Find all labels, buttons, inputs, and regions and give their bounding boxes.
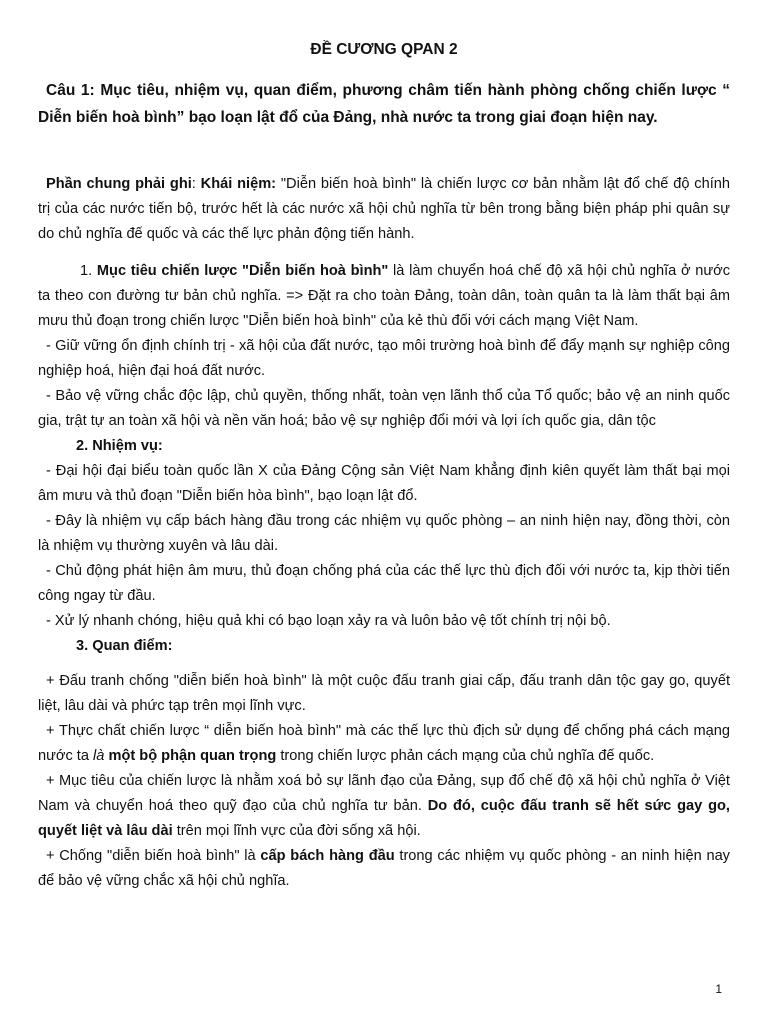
list-item: - Giữ vững ổn định chính trị - xã hội của đất nước, tạo môi trường hoà bình để đẩy mạnh sự nghiệp công nghiệp hoá, hiện đại hoá đất nước.: [38, 338, 730, 379]
list-item: + Đấu tranh chống "diễn biến hoà bình" là một cuộc đấu tranh giai cấp, đấu tranh dân tộc gay go, quyết liệt, lâu dài và phức tạp trên mọi lĩnh vực.: [38, 673, 730, 714]
list-item: + Thực chất chiến lược “ diễn biến hoà bình" mà các thế lực thù địch sử dụng để chống phá cách mạng nước ta là một bộ phận quan trọng trong chiến lược phản cách mạng của chủ nghĩa đế quốc.: [38, 723, 730, 764]
list-item: - Chủ động phát hiện âm mưu, thủ đoạn chống phá của các thế lực thù địch đối với nước ta, kịp thời tiến công ngay từ đầu.: [38, 563, 730, 604]
section-1-paragraph: 1. Mục tiêu chiến lược "Diễn biến hoà bình" là làm chuyển hoá chế độ xã hội chủ nghĩa ở nước ta theo con đường tư bản chủ nghĩa. => Đặt ra cho toàn Đảng, toàn dân, toàn quân ta là làm thất bại âm mưu thủ đoạn trong chiến lược "Diễn biến hoà bình" của kẻ thù đối với cách mạng Việt Nam.: [38, 263, 731, 329]
section-3-heading: 3. Quan điểm:: [76, 638, 173, 654]
list-item: + Chống "diễn biến hoà bình" là cấp bách hàng đầu trong các nhiệm vụ quốc phòng - an ninh hiện nay để bảo vệ vững chắc xã hội chủ nghĩa.: [38, 848, 730, 889]
question-heading: Câu 1: Mục tiêu, nhiệm vụ, quan điểm, phương châm tiến hành phòng chống chiến lược “ Diễn biến hoà bình” bạo loạn lật đổ của Đảng, nhà nước ta trong giai đoạn hiện nay.: [38, 82, 730, 126]
emphasis-text: cấp bách hàng đầu: [260, 848, 395, 864]
document-title: ĐỀ CƯƠNG QPAN 2: [310, 41, 458, 58]
emphasis-text: một bộ phận quan trọng: [108, 748, 277, 764]
document-body: [38, 172, 730, 894]
list-item: + Mục tiêu của chiến lược là nhằm xoá bỏ sự lãnh đạo của Đảng, sụp đổ chế độ xã hội chủ nghĩa ở Việt Nam và chuyển hoá theo quỹ đạo của chủ nghĩa tư bản. Do đó, cuộc đấu tranh sẽ hết sức gay go, quyết liệt và lâu dài trên mọi lĩnh vực của đời sống xã hội.: [38, 773, 730, 839]
list-item: - Xử lý nhanh chóng, hiệu quả khi có bạo loạn xảy ra và luôn bảo vệ tốt chính trị nội bộ.: [46, 613, 611, 629]
concept-label: Khái niệm:: [200, 176, 277, 192]
list-item: - Bảo vệ vững chắc độc lập, chủ quyền, thống nhất, toàn vẹn lãnh thổ của Tổ quốc; bảo vệ an ninh quốc gia, trật tự an toàn xã hội và nền văn hoá; bảo vệ sự nghiệp đổi mới và lợi ích quốc gia, dân tộc: [38, 388, 730, 429]
list-item: - Đại hội đại biểu toàn quốc lần X của Đảng Cộng sản Việt Nam khẳng định kiên quyết làm thất bại mọi âm mưu và thủ đoạn "Diễn biến hòa bình", bạo loạn lật đổ.: [38, 463, 730, 504]
intro-label: Phần chung phải ghi: [46, 176, 192, 192]
intro-text: "Diễn biến hoà bình" là chiến lược cơ bản nhằm lật đổ chế độ chính trị của các nước tiến bộ, trước hết là các nước xã hội chủ nghĩa từ bên trong bằng biện pháp phi quân sự do chủ nghĩa đế quốc và các thế lực phản động tiến hành.: [38, 176, 730, 242]
intro-paragraph: Phần chung phải ghi: Khái niệm: "Diễn biến hoà bình" là chiến lược cơ bản nhằm lật đổ chế độ chính trị của các nước tiến bộ, trước hết là các nước xã hội chủ nghĩa từ bên trong bằng biện pháp phi quân sự do chủ nghĩa đế quốc và các thế lực phản động tiến hành.: [38, 176, 730, 242]
section-1-heading: Mục tiêu chiến lược "Diễn biến hoà bình": [96, 263, 389, 279]
section-1-number: 1: [80, 263, 89, 279]
page-number: 1: [715, 982, 722, 996]
section-1-text: là làm chuyển hoá chế độ xã hội chủ nghĩa ở nước ta theo con đường tư bản chủ nghĩa. => Đặt ra cho toàn Đảng, toàn dân, toàn quân ta là làm thất bại âm mưu thủ đoạn trong chiến lược "Diễn biến hoà bình" của kẻ thù đối với cách mạng Việt Nam.: [38, 263, 731, 329]
emphasis-text: Do đó, cuộc đấu tranh sẽ hết sức gay go, quyết liệt và lâu dài: [38, 798, 730, 839]
section-2-heading: 2. Nhiệm vụ:: [76, 438, 163, 454]
list-item: - Đây là nhiệm vụ cấp bách hàng đầu trong các nhiệm vụ quốc phòng – an ninh hiện nay, đồng thời, còn là nhiệm vụ thường xuyên và lâu dài.: [38, 513, 730, 554]
